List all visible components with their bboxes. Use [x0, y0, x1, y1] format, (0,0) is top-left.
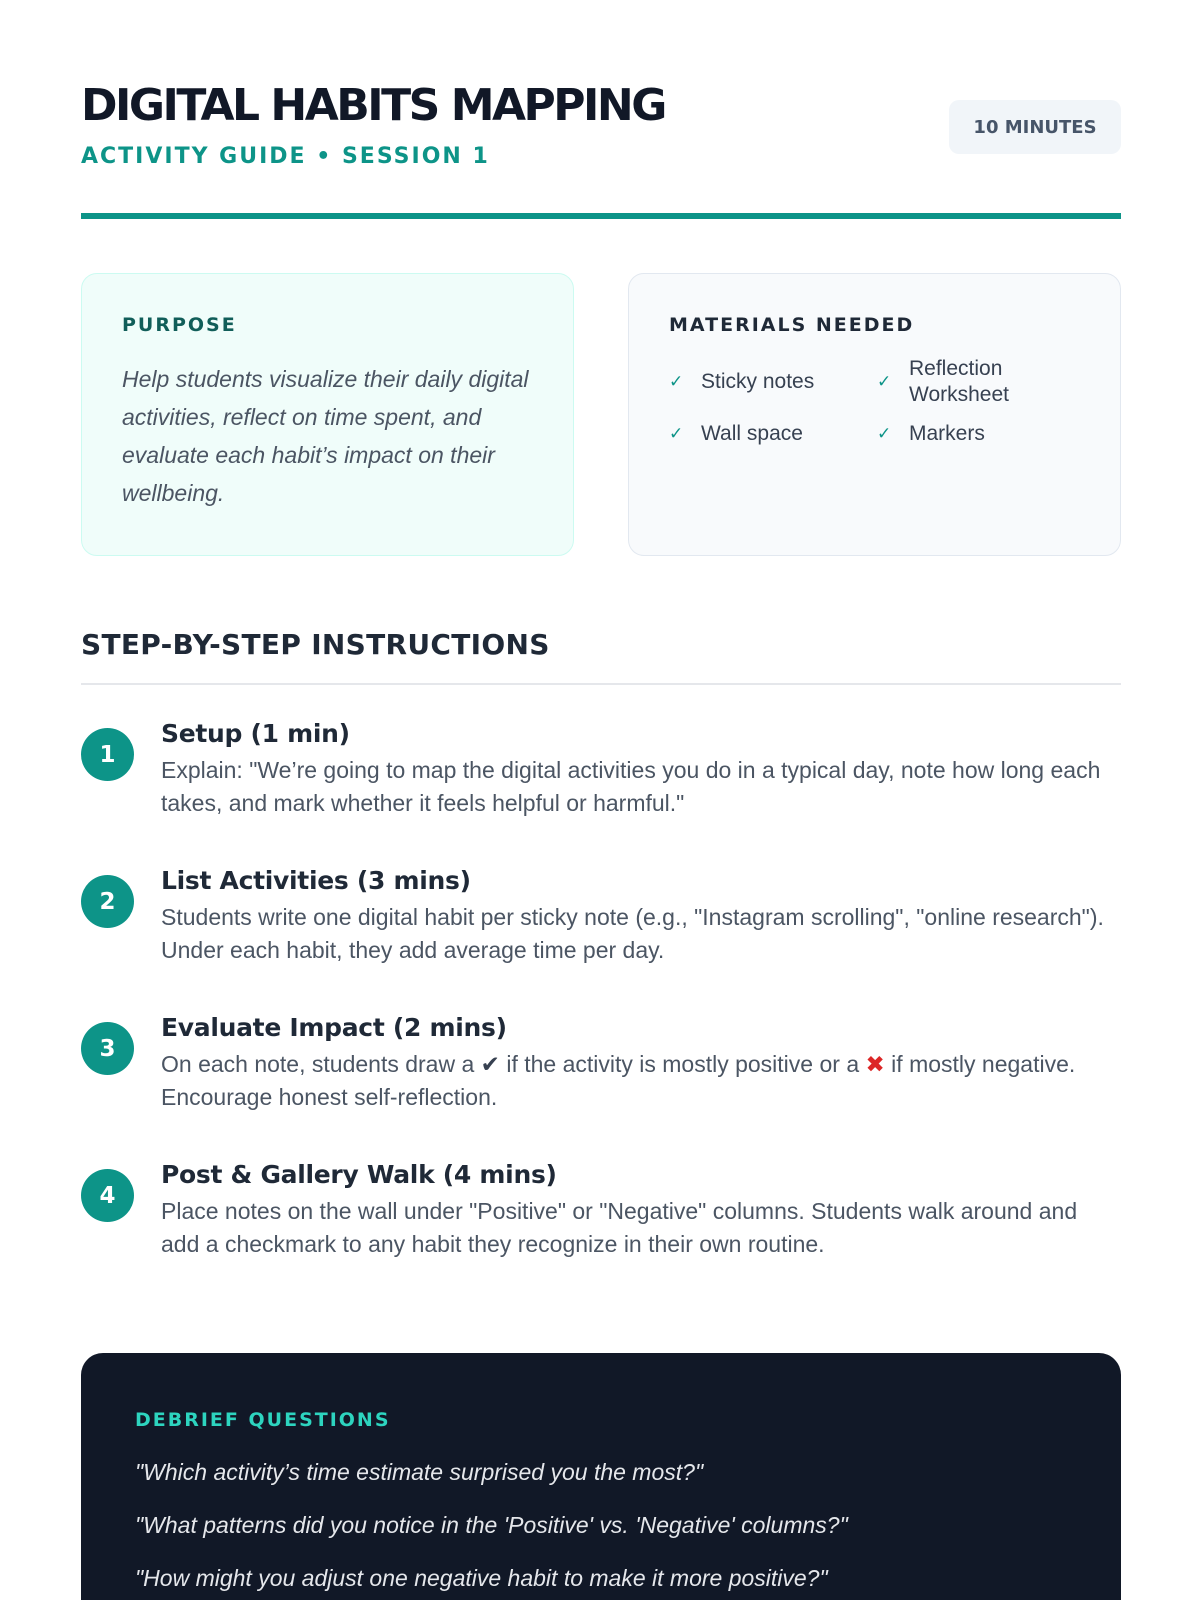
- step-number-badge: 2: [81, 875, 134, 928]
- check-icon: ✓: [877, 372, 892, 391]
- page-subtitle: ACTIVITY GUIDE • SESSION 1: [81, 144, 490, 169]
- debrief-question: "How might you adjust one negative habit to make it more positive?": [135, 1565, 828, 1591]
- check-icon: ✓: [877, 424, 892, 443]
- debrief-panel: [81, 1353, 1121, 1600]
- step-title: Evaluate Impact (2 mins): [161, 1013, 507, 1042]
- material-label: Sticky notes: [701, 370, 815, 393]
- step-body: [161, 863, 1121, 967]
- materials-card: [628, 273, 1121, 556]
- instructions-heading: STEP-BY-STEP INSTRUCTIONS: [81, 628, 550, 661]
- check-icon: ✓: [669, 372, 684, 391]
- header-divider: [81, 213, 1121, 219]
- material-label: Reflection Worksheet: [909, 357, 1009, 406]
- step-body: [161, 716, 1121, 820]
- step-description: [161, 1048, 1121, 1114]
- debrief-label: DEBRIEF QUESTIONS: [135, 1409, 391, 1431]
- step-number-badge: 4: [81, 1169, 134, 1222]
- material-label: Markers: [909, 422, 985, 445]
- step-description: Students write one digital habit per sticky note (e.g., "Instagram scrolling", "online research"). Under each habit, they add average time per day.: [161, 904, 1104, 963]
- page-title: DIGITAL HABITS MAPPING: [81, 80, 665, 131]
- step-title: List Activities (3 mins): [161, 866, 471, 895]
- step-number-badge: 3: [81, 1022, 134, 1075]
- debrief-question: "Which activity’s time estimate surprised you the most?": [135, 1459, 704, 1485]
- step-text: On each note, students draw a: [161, 1051, 481, 1077]
- material-label: Wall space: [701, 422, 803, 445]
- material-item: [669, 421, 869, 447]
- step-body: [161, 1010, 1121, 1114]
- activity-guide-page: [81, 0, 1121, 1591]
- step-text: if the activity is mostly positive or a: [499, 1051, 866, 1077]
- step-body: [161, 1157, 1121, 1261]
- duration-badge: 10 MINUTES: [949, 100, 1121, 154]
- materials-label: MATERIALS NEEDED: [669, 314, 915, 336]
- section-divider: [81, 683, 1121, 685]
- purpose-label: PURPOSE: [122, 314, 237, 336]
- debrief-question: "What patterns did you notice in the 'Positive' vs. 'Negative' columns?": [135, 1512, 848, 1538]
- step-title: Post & Gallery Walk (4 mins): [161, 1160, 557, 1189]
- checkmark-icon: ✔: [480, 1051, 500, 1077]
- material-item: [877, 421, 1077, 447]
- material-item: [877, 356, 1057, 408]
- material-item: [669, 369, 869, 395]
- header: [81, 0, 1121, 220]
- purpose-text: Help students visualize their daily digital activities, reflect on time spent, and evaluate each habit’s impact on their wellbeing.: [122, 366, 529, 506]
- step-text: if mostly negative. Encourage honest self-reflection.: [161, 1051, 1076, 1110]
- step-description: Explain: "We’re going to map the digital activities you do in a typical day, note how long each takes, and mark whether it feels helpful or harmful.": [161, 757, 1101, 816]
- step-title: Setup (1 min): [161, 719, 350, 748]
- step-description: Place notes on the wall under "Positive" or "Negative" columns. Students walk around and add a checkmark to any habit they recognize in their own routine.: [161, 1198, 1078, 1257]
- cross-mark-icon: ✖: [865, 1051, 885, 1077]
- purpose-card: [81, 273, 574, 556]
- check-icon: ✓: [669, 424, 684, 443]
- step-number-badge: 1: [81, 728, 134, 781]
